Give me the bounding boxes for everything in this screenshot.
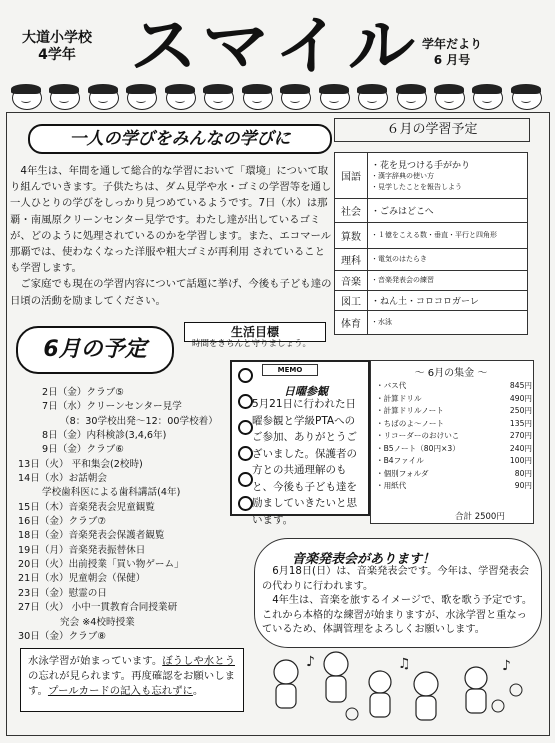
memo-bullet-icon: [238, 394, 253, 409]
music-characters-illustration: [262, 648, 534, 728]
fee-name: ・計算ドリルノート: [376, 406, 444, 415]
fee-row: [376, 430, 532, 443]
child-face-icon: [12, 86, 42, 110]
fee-amount: 90円: [514, 481, 532, 490]
notice-text: 水泳学習が始まっています。: [28, 655, 163, 667]
fees-total: 合計 2500円: [455, 512, 505, 522]
fee-amount: 240円: [509, 443, 532, 453]
music-heading: 音楽発表会があります！: [292, 552, 436, 567]
newsletter-label: 学年だより: [422, 37, 483, 51]
subject-main: ・音楽発表会の練習: [368, 271, 528, 291]
flower-icon: [510, 684, 522, 696]
subject-row: [335, 249, 528, 271]
subject-name: 体育: [335, 311, 368, 335]
flower-icon: [492, 700, 504, 712]
memo-bullet-icon: [238, 446, 253, 461]
event-item: 9日（金）クラブ⑥: [42, 444, 124, 456]
event-item: 20日（火）出前授業「買い物ゲーム」: [18, 559, 184, 571]
fee-name: ・リコーダーのおけいこ: [376, 431, 460, 440]
subject-main: ・水泳: [368, 311, 528, 335]
memo-bullet-icon: [238, 496, 253, 511]
notice-text: 。: [192, 685, 204, 698]
notice-text: の忘れが見られます。再度確認をお願いします。: [28, 670, 235, 698]
event-item: 2日（金）クラブ⑤: [42, 387, 124, 398]
fee-amount: 270円: [509, 431, 532, 440]
fee-row: [376, 480, 532, 493]
child-face-icon: [473, 86, 503, 110]
subject-name: 図工: [335, 291, 368, 311]
event-item: 13日（火） 平和集会(2校時): [18, 458, 143, 470]
fees-heading: ～ 6月の集金 ～: [414, 368, 488, 379]
issue-label: 6 月号: [433, 53, 471, 67]
fee-row: [376, 468, 532, 481]
subject-main: ・電気のはたらき: [368, 249, 528, 271]
character-head-icon: [465, 667, 487, 689]
subject-sub: ・見学したことを報告しよう: [371, 183, 462, 191]
fee-row: [376, 393, 532, 406]
event-item: （8：30学校出発～12：00学校着）: [60, 415, 218, 427]
child-face-icon: [243, 86, 273, 110]
event-item: 15日（木）音楽発表会児童観覧: [18, 501, 155, 513]
children-faces-decoration: [12, 86, 542, 110]
subject-main: ・花を見つける手がかり: [371, 161, 471, 171]
fee-amount: 100円: [509, 456, 532, 465]
event-item: 27日（火） 小中一貫教育合同授業研: [18, 602, 178, 614]
character-head-icon: [369, 671, 391, 693]
fee-row: [376, 380, 532, 393]
notice-emphasis: ぼうしや水とう: [162, 655, 235, 667]
child-face-icon: [435, 86, 465, 110]
fee-name: ・計算ドリル: [376, 393, 422, 403]
fee-amount: 135円: [509, 418, 532, 428]
character-head-icon: [274, 660, 298, 684]
article-title: 一人の学びをみんなの学びに: [28, 124, 332, 154]
subject-sub: ・漢字辞典の使い方: [371, 172, 434, 180]
fee-row: [376, 405, 532, 418]
subject-row: [335, 291, 528, 311]
school-name: 大道小学校: [22, 30, 92, 46]
memo-bullet-icon: [238, 368, 253, 383]
memo-bullet-icon: [238, 472, 253, 487]
event-item: 21日（水）児童朝会（保健）: [18, 573, 146, 585]
child-face-icon: [397, 86, 427, 110]
fee-row: [376, 443, 532, 456]
music-note-icon: ♪: [306, 654, 315, 670]
fees-list: [376, 380, 532, 493]
subject-row: [335, 311, 528, 335]
music-note-icon: ♪: [502, 658, 511, 674]
article-paragraph: 4年生は、年間を通して総合的な学習において「環境」について取り組んでいきます。子供たちは、ダム見学や水・ゴミの学習等を通し一人ひとりの学びをしっかり見つめているようです。7日（水）は那覇・南風原クリーンセンター見学です。わたし達が出しているゴミが、どのように処理されているのかを学習します。また、エコマール那覇では、使わなくなった洋服や粗大ゴミが再利用 されていることも学習します。: [10, 165, 332, 275]
june-event-list: [18, 386, 248, 644]
life-goal-heading: 生活目標: [184, 322, 326, 342]
fee-name: ・個別フォルダ: [376, 468, 429, 478]
fee-amount: 490円: [509, 393, 532, 403]
life-goal-text: 時間をきちんと守りましょう。: [192, 339, 312, 349]
event-item: 18日（金）音楽発表会保護者観覧: [18, 530, 165, 542]
study-plan-table: [334, 152, 528, 335]
child-face-icon: [89, 86, 119, 110]
child-face-icon: [166, 86, 196, 110]
subject-name: 算数: [335, 223, 368, 249]
subject-content: [368, 153, 528, 199]
event-item: 16日（金）クラブ⑦: [18, 516, 106, 528]
memo-heading: 日曜参観: [284, 385, 328, 398]
child-face-icon: [50, 86, 80, 110]
study-plan-heading: ６月の学習予定: [334, 118, 530, 142]
music-paragraph: 4年生は、音楽を旅するイメージで、歌を歌う予定です。これから本格的な練習が始まりますが、水泳学習と重なっているため、体調管理をよろしくお願いします。: [262, 595, 533, 636]
school-header: [22, 30, 92, 64]
subject-row: [335, 223, 528, 249]
fee-row: [376, 455, 532, 468]
event-item: 7日（水）クリーンセンター見学: [42, 401, 182, 413]
subject-main: ・ねん土・コロコロガーレ: [368, 291, 528, 311]
music-paragraph: 6月18日(日）は、音楽発表会です。今年は、学習発表会の代わりに行われます。: [262, 566, 530, 592]
fee-amount: 845円: [509, 381, 532, 390]
grade-label: 4学年: [38, 47, 76, 63]
child-face-icon: [320, 86, 350, 110]
character-head-icon: [414, 672, 438, 696]
event-item: 23日（金）慰霊の日: [18, 587, 107, 599]
subject-main: ・１億をこえる数・垂直・平行と四角形: [368, 223, 528, 249]
fee-name: ・バス代: [376, 381, 407, 390]
subject-row: [335, 153, 528, 199]
newsletter-title: スマイル: [130, 10, 422, 84]
event-item: 究会 ※4校時授業: [60, 616, 135, 628]
child-face-icon: [358, 86, 388, 110]
event-item: 14日（水）お話朝会: [18, 473, 107, 485]
child-face-icon: [204, 86, 234, 110]
fee-name: ・B4ファイル: [376, 456, 424, 465]
child-face-icon: [127, 86, 157, 110]
june-plan-badge: 6月の予定: [16, 326, 174, 374]
memo-tab: MEMO: [262, 364, 318, 376]
event-item: 30日（金）クラブ⑧: [18, 630, 106, 642]
music-note-icon: ♫: [398, 656, 411, 672]
memo-text: 5月21日に行われた日曜参観と学級PTAへのご参加、ありがとうございました。保護者の方との共通理解のもと、今後も子ども達を励ましていきたいと思います。: [252, 398, 357, 526]
article-body: [10, 163, 334, 309]
event-item: 学校歯科医による歯科講話(4年): [42, 487, 181, 499]
subject-name: 国語: [335, 153, 368, 199]
article-paragraph: ご家庭でも現在の学習内容について話題に挙げ、今後も子ども達の日頃の活動を励ましてください。: [10, 278, 332, 307]
subject-name: 音楽: [335, 271, 368, 291]
character-head-icon: [324, 652, 348, 676]
subject-main: ・ごみはどこへ: [368, 199, 528, 223]
subject-row: [335, 271, 528, 291]
event-item: 8日（金）内科検診(3,4,6年): [42, 430, 167, 442]
music-body: [262, 565, 534, 638]
fee-name: ・用紙代: [376, 481, 407, 490]
issue-header: [422, 36, 482, 68]
fee-name: ・ちばのよ～ノート: [376, 418, 445, 428]
fee-row: [376, 418, 532, 431]
child-face-icon: [281, 86, 311, 110]
memo-bullet-icon: [238, 420, 253, 435]
flower-icon: [346, 708, 358, 720]
event-item: 19日（月）音楽発表振替休日: [18, 544, 146, 556]
child-face-icon: [512, 86, 542, 110]
subject-name: 理科: [335, 249, 368, 271]
fee-amount: 250円: [509, 406, 532, 415]
fee-amount: 80円: [514, 468, 532, 478]
fee-name: ・B5ノート（80円×3）: [376, 443, 460, 453]
subject-row: [335, 199, 528, 223]
notice-emphasis: プールカードの記入も忘れずに: [47, 685, 193, 698]
subject-name: 社会: [335, 199, 368, 223]
swim-notice-text: [28, 654, 238, 700]
